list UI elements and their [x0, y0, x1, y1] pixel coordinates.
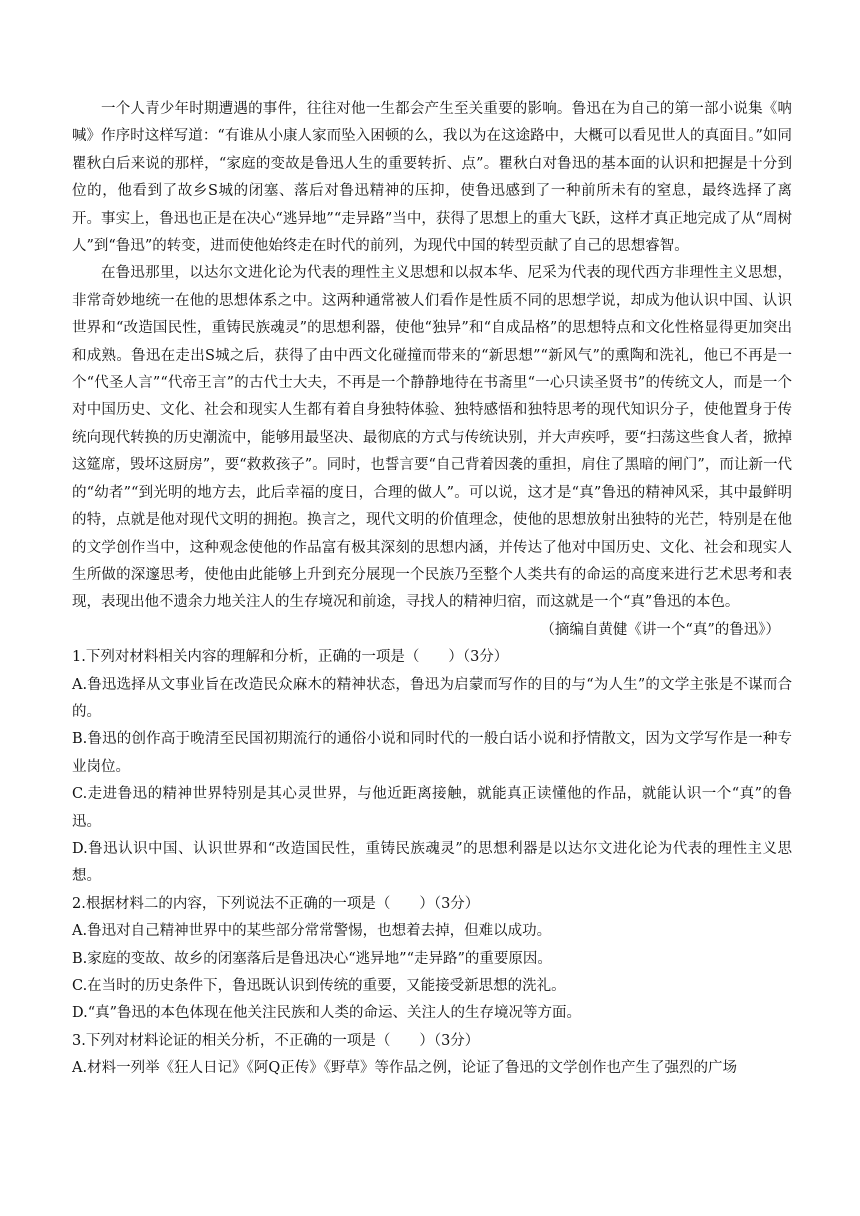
- option-d: D.“真”鲁迅的本色体现在他关注民族和人类的命运、关注人的生存境况等方面。: [72, 1005, 582, 1022]
- article-paragraph-2: 在鲁迅那里，以达尔文进化论为代表的理性主义思想和以叔本华、尼采为代表的现代西方非理性主义思想，非常奇妙地统一在他的思想体系之中。这两种通常被人们看作是性质不同的思想学说，却成为他认识中国、认识世界和“改造国民性，重铸民族魂灵”的思想利器，使他“独异”和“自成品格”的思想特点和文化性格显得更加突出和成熟。鲁迅在走出S城之后，获得了由中西文化碰撞而带来的“新思想”“新风气”的熏陶和洗礼，他已不再是一个“代圣人言”“代帝王言”的古代士大夫，不再是一个静静地待在书斋里“一心只读圣贤书”的传统文人，而是一个对中国历史、文化、社会和现实人生都有着自身独特体验、独特感悟和独特思考的现代知识分子，使他置身于传统向现代转换的历史潮流中，能够用最坚决、最彻底的方式与传统诀别，并大声疾呼，要“扫荡这些食人者，掀掉这筵席，毁坏这厨房”，要“救救孩子”。同时，也誓言要“自己背着因袭的重担，肩住了黑暗的闸门”，而让新一代的“幼者”“到光明的地方去，此后幸福的度日，合理的做人”。可以说，这才是“真”鲁迅的精神风采，其中最鲜明的特，点就是他对现代文明的拥抱。换言之，现代文明的价值理念，使他的思想放射出独特的光芒，特别是在他的文学创作当中，这种观念使他的作品富有极其深刻的思想内涵，并传达了他对中国历史、文化、社会和现实人生所做的深邃思考，使他由此能够上升到充分展现一个民族乃至整个人类共有的命运的高度来进行艺术思考和表现，表现出他不遗余力地关注人的生存境况和前途，寻找人的精神归宿，而这就是一个“真”鲁迅的本色。: [72, 265, 792, 611]
- question-3: [72, 1028, 792, 1083]
- question-2: [72, 891, 792, 1028]
- question-stem: 1.下列对材料相关内容的理解和分析，正确的一项是（ ）（3分）: [72, 649, 509, 666]
- option-c: C.在当时的历史条件下，鲁迅既认识到传统的重要，又能接受新思想的洗礼。: [72, 978, 566, 994]
- article-source: （摘编自黄健《讲一个“真”的鲁迅》）: [540, 621, 780, 638]
- option-d: D.鲁迅认识中国、认识世界和“改造国民性，重铸民族魂灵”的思想利器是以达尔文进化论为代表的理性主义思想。: [72, 840, 792, 885]
- option-a: A.鲁迅选择从文事业旨在改造民众麻木的精神状态，鲁迅为启蒙而写作的目的与“为人生”的文学主张是不谋而合的。: [72, 676, 792, 720]
- option-a: A.材料一列举《狂人日记》《阿Q正传》《野草》等作品之例，论证了鲁迅的文学创作也产生了强烈的广场: [72, 1060, 737, 1077]
- option-b: B.家庭的变故、故乡的闭塞落后是鲁迅决心“逃异地”“走异路”的重要原因。: [72, 950, 552, 967]
- question-1: [72, 644, 792, 891]
- option-a: A.鲁迅对自己精神世界中的某些部分常常警惕，也想着去掉，但难以成功。: [72, 923, 552, 940]
- question-stem: 2.根据材料二的内容，下列说法不正确的一项是（ ）（3分）: [72, 895, 480, 912]
- option-b: B.鲁迅的创作高于晚清至民国初期流行的通俗小说和同时代的一般白话小说和抒情散文，因为文学写作是一种专业岗位。: [72, 731, 792, 775]
- article-paragraph-1: 一个人青少年时期遭遇的事件，往往对他一生都会产生至关重要的影响。鲁迅在为自己的第一部小说集《呐喊》作序时这样写道：“有谁从小康人家而坠入困顿的么，我以为在这途路中，大概可以看见世人的真面目。”如同瞿秋白后来说的那样，“家庭的变故是鲁迅人生的重要转折、点”。瞿秋白对鲁迅的基本面的认识和把握是十分到位的，他看到了故乡S城的闭塞、落后对鲁迅精神的压抑，使鲁迅感到了一种前所未有的窒息，最终选择了离开。事实上，鲁迅也正是在决心“逃异地”“走异路”当中，获得了思想上的重大飞跃，这样才真正地完成了从“周树人”到“鲁迅”的转变，进而使他始终走在时代的前列，为现代中国的转型贡献了自己的思想睿智。: [72, 101, 792, 255]
- question-stem: 3.下列对材料论证的相关分析，不正确的一项是（ ）（3分）: [72, 1032, 480, 1049]
- document-page: [72, 96, 792, 1083]
- option-c: C.走进鲁迅的精神世界特别是其心灵世界，与他近距离接触，就能真正读懂他的作品，就能认识一个“真”的鲁迅。: [72, 786, 792, 830]
